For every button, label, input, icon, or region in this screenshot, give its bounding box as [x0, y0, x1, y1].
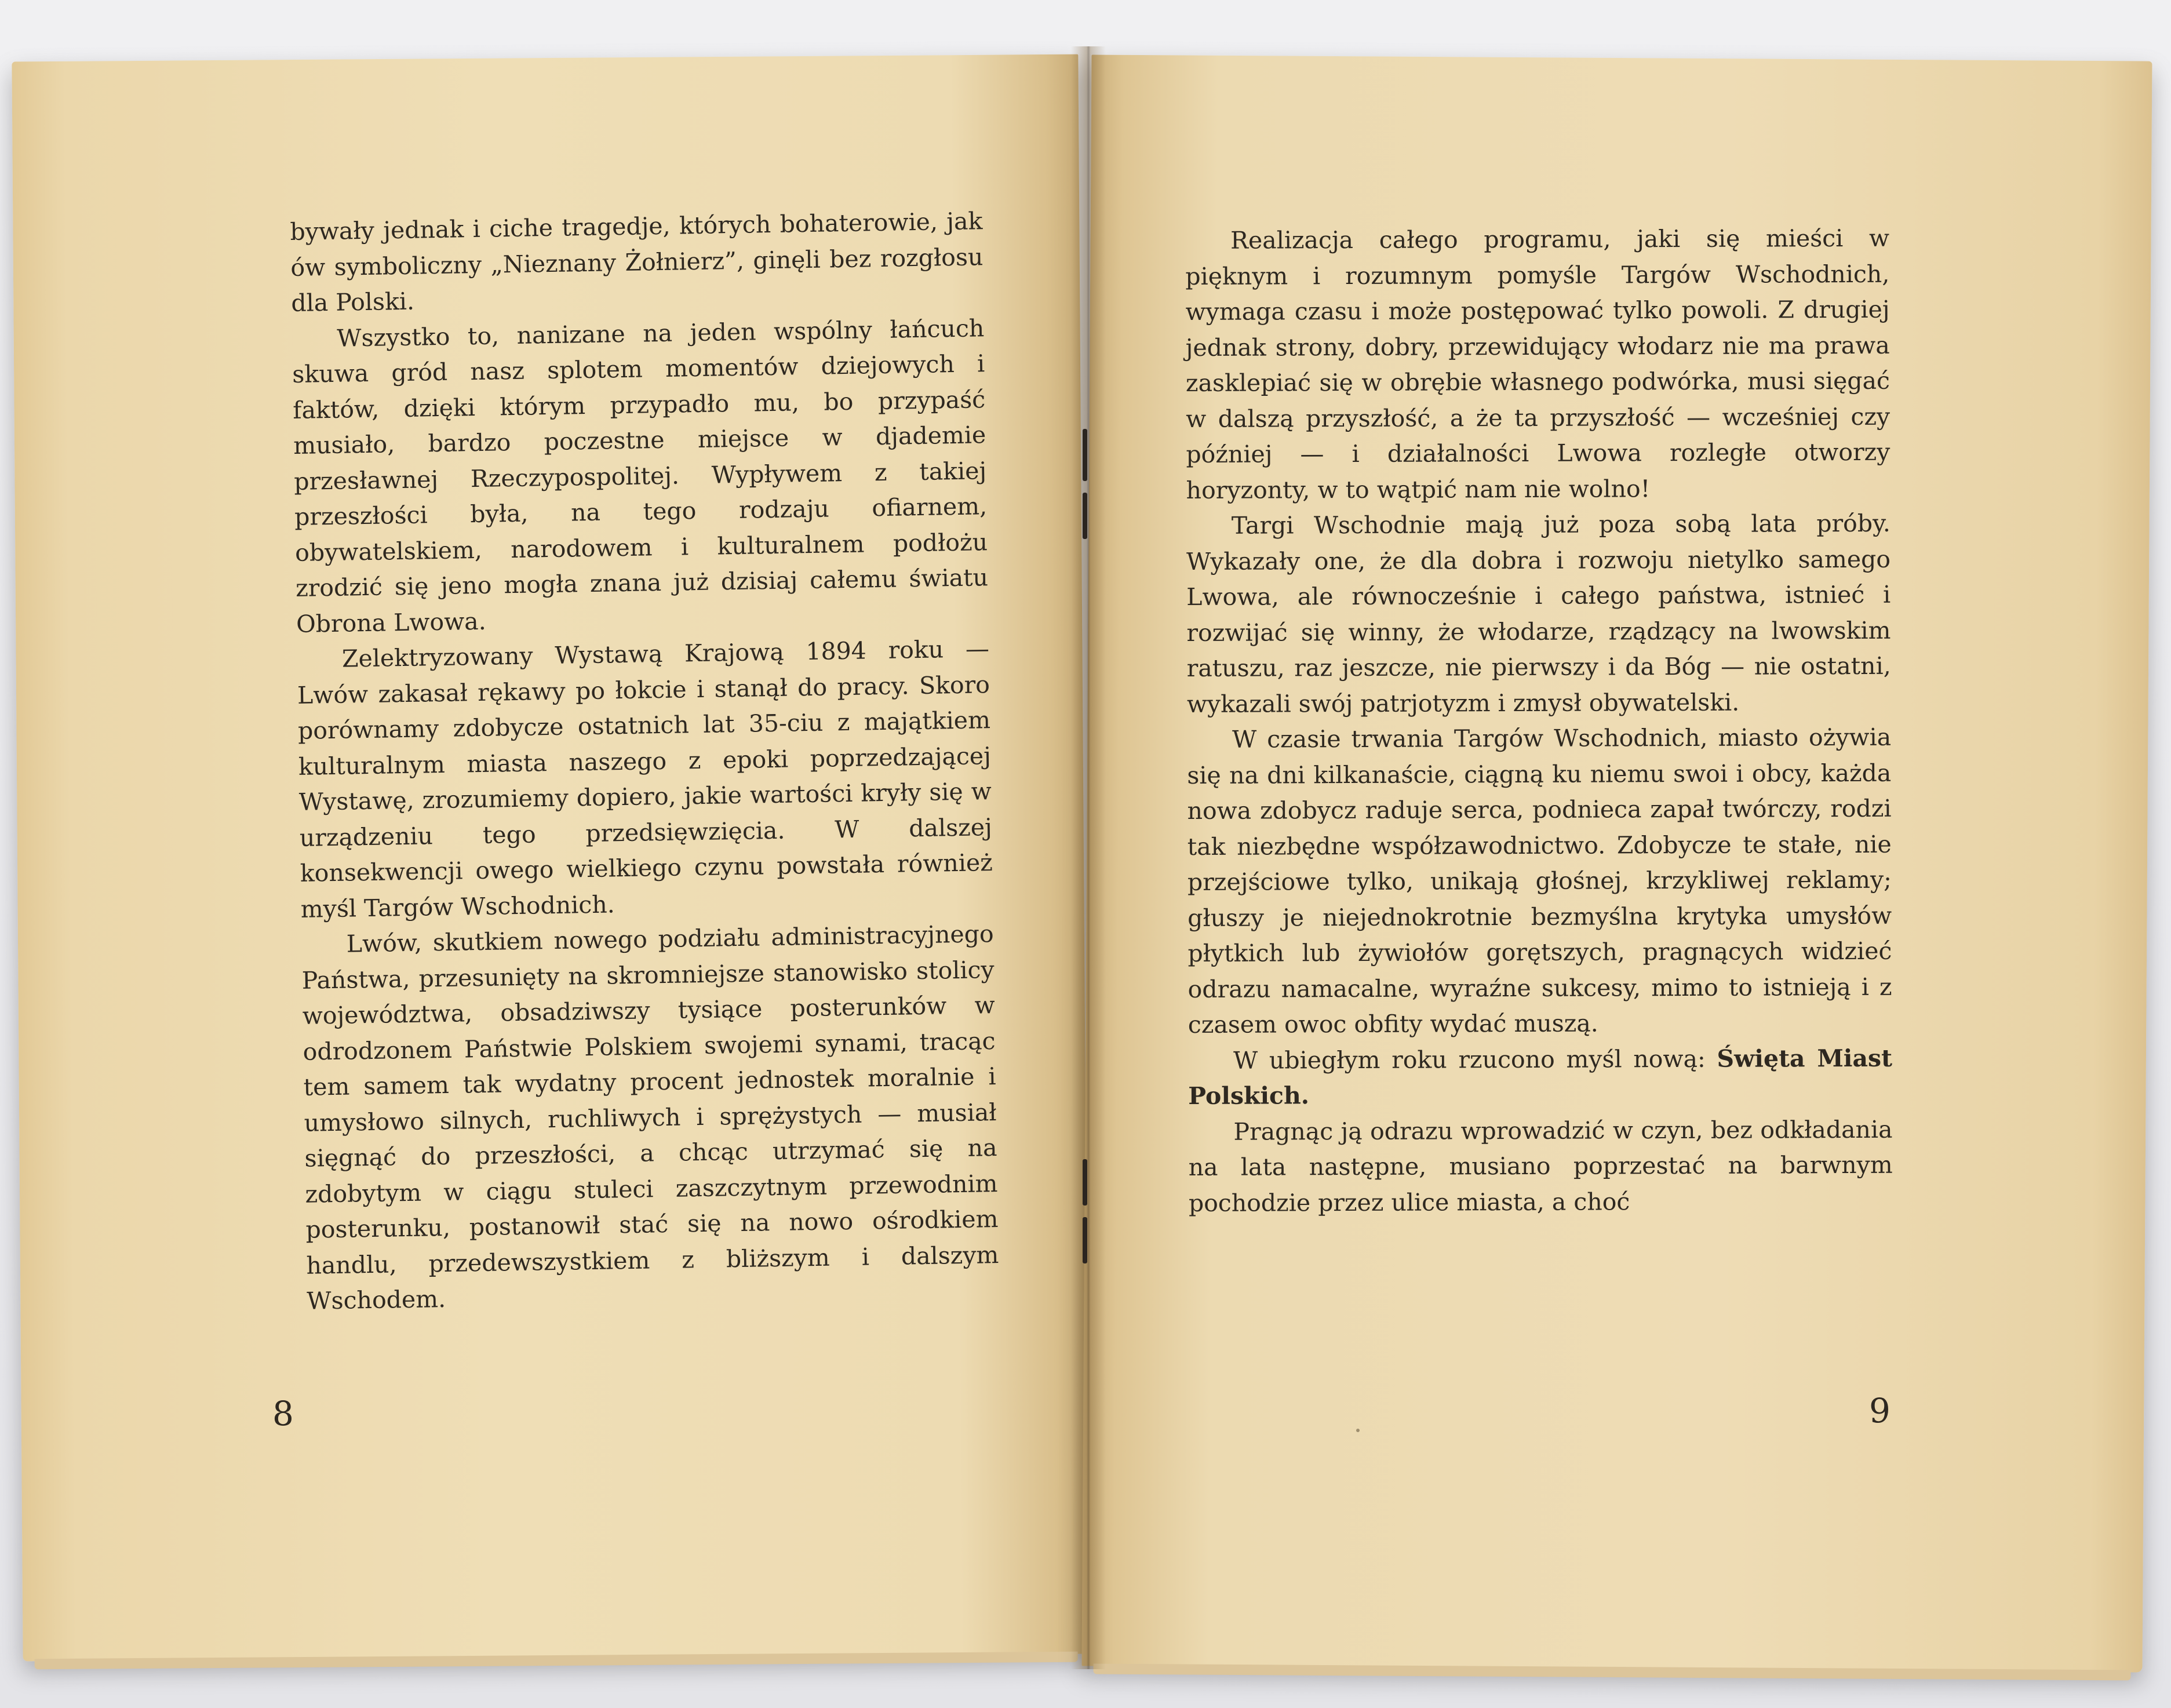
- left-paragraph-4: Lwów, skutkiem nowego podziału administracyjnego Państwa, przesunięty na skromniejsze stanowisko stolicy województwa, obsadziwszy tysiące posterunków w odrodzonem Państwie Polskiem swojemi synami, tracąc tem samem tak wydatny procent jednostek moralnie i umysłowo silnych, ruchliwych i sprężystych — musiał sięgnąć do przeszłości, a chcąc utrzymać się na zdobytym w ciągu stuleci zaszczytnym przewodnim posterunku, postanowił stać się na nowo ośrodkiem handlu, przedewszystkiem z bliższym i dalszym Wschodem.: [301, 920, 999, 1315]
- right-paragraph-4: [1188, 1040, 1892, 1114]
- staple-top-1: [1083, 429, 1087, 481]
- spine-fold: [1071, 46, 1106, 1669]
- right-paragraph-5: Pragnąc ją odrazu wprowadzić w czyn, bez odkładania na lata następne, musiano poprzestać na barwnym pochodzie przez ulice miasta, a choć: [1188, 1115, 1893, 1217]
- right-page-edge: [1093, 1664, 2130, 1681]
- left-page-edge: [35, 1652, 1078, 1670]
- page-number-right: 9: [1869, 1391, 1890, 1430]
- left-paragraph-3: Zelektryzowany Wystawą Krajową 1894 roku — Lwów zakasał rękawy po łokcie i stanął do pracy. Skoro porównamy zdobycze ostatnich lat 35-ciu z majątkiem kulturalnym miasta naszego z epoki poprzedzającej Wystawę, zrozumiemy dopiero, jakie wartości kryły się w urządzeniu tego przedsięwzięcia. W dalszej konsekwencji owego wielkiego czynu powstała również myśl Targów Wschodnich.: [297, 635, 993, 923]
- paper-speck: [1356, 1429, 1360, 1432]
- right-paragraph-2: Targi Wschodnie mają już poza sobą lata próby. Wykazały one, że dla dobra i rozwoju nietylko samego Lwowa, ale równocześnie i całego państwa, istnieć i rozwijać się winny, że włodarze, rządzący na lwowskim ratuszu, raz jeszcze, nie pierwszy i da Bóg — nie ostatni, wykazali swój patrjotyzm i zmysł obywatelski.: [1186, 509, 1891, 718]
- left-page-text: [290, 203, 1000, 1319]
- left-paragraph-1: bywały jednak i ciche tragedje, których bohaterowie, jak ów symboliczny „Nieznany Żołnierz”, ginęli bez rozgłosu dla Polski.: [290, 207, 983, 317]
- staple-bottom-2: [1083, 1217, 1087, 1263]
- page-number-left: 8: [272, 1394, 294, 1433]
- left-paragraph-2: Wszystko to, nanizane na jeden wspólny łańcuch skuwa gród nasz splotem momentów dziejowych i faktów, dzięki którym przypadło mu, bo przypaść musiało, bardzo poczestne miejsce w djademie przesławnej Rzeczypospolitej. Wypływem z takiej przeszłości była, na tego rodzaju ofiarnem, obywatelskiem, narodowem i kulturalnem podłożu zrodzić się jeno mogła znana już dzisiaj całemu światu Obrona Lwowa.: [292, 314, 989, 638]
- right-page-text: [1185, 221, 1893, 1221]
- right-paragraph-3: W czasie trwania Targów Wschodnich, miasto ożywia się na dni kilkanaście, ciągną ku niemu swoi i obcy, każda nowa zdobycz raduje serca, podnieca zapał twórczy, rodzi tak niezbędne współzawodnictwo. Zdobycze te stałe, nie przejściowe tylko, unikają głośnej, krzykliwej reklamy; głuszy je niejednokrotnie bezmyślna krytyka umysłów płytkich lub żywiołów gorętszych, pragnących widzieć odrazu namacalne, wyraźne sukcesy, mimo to istnieją i z czasem owoc obfity wydać muszą.: [1187, 723, 1892, 1039]
- swieta-miast-polskich-heading: Święta Miast Polskich.: [1188, 1044, 1893, 1110]
- staple-top-2: [1083, 493, 1087, 539]
- right-paragraph-4-prefix: W ubiegłym roku rzucono myśl nową:: [1233, 1044, 1717, 1075]
- right-paragraph-1: Realizacja całego programu, jaki się mieści w pięknym i rozumnym pomyśle Targów Wschodnich, wymaga czasu i może postępować tylko powoli. Z drugiej jednak strony, dobry, przewidujący włodarz nie ma prawa zasklepiać się w obrębie własnego podwórka, musi sięgać w dalszą przyszłość, a że ta przyszłość — wcześniej czy później — i działalności Lwowa rozległe otworzy horyzonty, w to wątpić nam nie wolno!: [1185, 224, 1890, 504]
- staple-bottom-1: [1083, 1159, 1087, 1206]
